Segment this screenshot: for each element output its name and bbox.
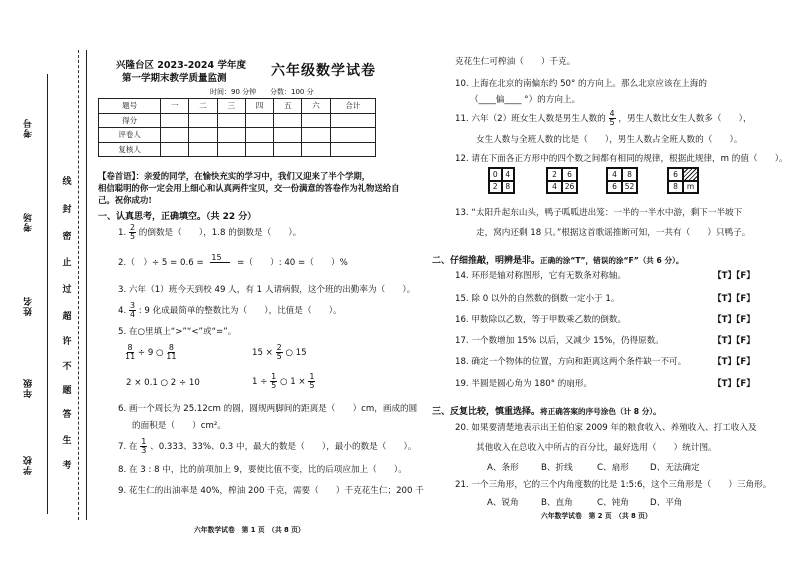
q11-text-a: 11. 六年（2）班女生人数是男生人数的 bbox=[455, 114, 606, 124]
q5-frac-b bbox=[166, 344, 176, 361]
q11-text-b: ，男生人数比女生人数多（ ）， bbox=[618, 114, 752, 124]
question-20-line-2: 其他收入在总收入中所占的百分比，最好选用（ ）统计图。 bbox=[476, 443, 717, 453]
seal-char: 密 bbox=[62, 232, 72, 242]
seal-char: 不 bbox=[62, 362, 72, 372]
score-cell[interactable] bbox=[189, 128, 217, 143]
score-header-cell: 二 bbox=[189, 99, 217, 114]
question-13-line-2: 走，窝内还剩 18 只。”根据这首歌谣推断可知，一共有（ ）只鸭子。 bbox=[476, 228, 751, 238]
q5-frac-c bbox=[276, 344, 283, 361]
fraction-numerator: 1 bbox=[271, 372, 277, 381]
score-cell[interactable] bbox=[189, 113, 217, 128]
question-17: 17. 一个数增加 15% 以后，又减少 15%，仍得原数。 bbox=[455, 336, 664, 346]
q4-text: : 9 化成最简单的整数比为（ ），比值是（ ）。 bbox=[138, 306, 342, 316]
score-header-cell: 四 bbox=[245, 99, 273, 114]
note-line-1: 【卷首语】：亲爱的同学，在愉快充实的学习中，我们又迎来了半个学期， bbox=[98, 171, 371, 181]
question-10-line-2: （____偏____ °）的方向上。 bbox=[470, 95, 581, 105]
seal-char: 许 bbox=[62, 337, 72, 347]
grid-cell: 2 bbox=[489, 181, 502, 194]
q21-option-b[interactable]: B、直角 bbox=[541, 498, 573, 508]
seal-char: 封 bbox=[62, 205, 72, 215]
question-11-line-1 bbox=[455, 110, 752, 127]
grid-cell: 6 bbox=[668, 168, 683, 181]
question-19: 19. 半圆是圆心角为 180° 的扇形。 bbox=[455, 379, 593, 389]
exam-name: 第一学期末教学质量监测 bbox=[122, 73, 227, 84]
q5-item-2 bbox=[252, 344, 307, 361]
page-title: 六年级数学试卷 bbox=[271, 63, 376, 79]
fraction-numerator: 8 bbox=[168, 343, 174, 352]
exam-time: 时间：90 分钟 bbox=[210, 88, 257, 96]
q2-fraction bbox=[210, 254, 230, 271]
grid-cell: 4 bbox=[607, 168, 622, 181]
score-header-cell: 一 bbox=[161, 99, 189, 114]
q5-frac-a bbox=[125, 344, 135, 361]
question-8: 8. 在 3 : 8 中，比的前项加上 9，要使比值不变，比的后项应加上（ ）。 bbox=[118, 465, 407, 475]
seal-char: 生 bbox=[62, 436, 72, 446]
score-cell[interactable] bbox=[274, 128, 302, 143]
q5-item-4-text-a: 1 ÷ bbox=[252, 377, 268, 387]
school-year: 兴隆台区 2023-2024 学年度 bbox=[116, 60, 246, 71]
section-1-heading: 一、认真思考，正确填空。（共 22 分） bbox=[98, 212, 257, 222]
score-cell[interactable] bbox=[274, 142, 302, 157]
q5-item-2-text-a: 15 × bbox=[252, 348, 273, 358]
question-20-line-1: 20. 如果要清楚地表示出王伯伯家 2009 年的粮食收入、养殖收入、打工收入及 bbox=[455, 423, 757, 433]
question-3: 3. 六年（1）班今天到校 49 人，有 1 人请病假，这个班的出勤率为（ ）。 bbox=[118, 285, 416, 295]
fraction-numerator: 3 bbox=[129, 301, 136, 310]
score-cell[interactable] bbox=[245, 128, 273, 143]
section-3-note: 将正确答案的序号涂色（计 8 分）。 bbox=[540, 407, 661, 416]
question-5: 5. 在○里填上“>”“<”或“=”。 bbox=[118, 327, 237, 337]
question-9-continued: 克花生仁可榨油（ ）千克。 bbox=[455, 57, 576, 67]
seal-char: 止 bbox=[62, 258, 72, 268]
label-xuexiao: 学校 bbox=[24, 455, 34, 475]
fraction-denominator: 5 bbox=[609, 118, 615, 127]
section-2-heading bbox=[432, 248, 683, 267]
fraction-denominator: 4 bbox=[129, 310, 136, 319]
score-cell[interactable] bbox=[302, 142, 330, 157]
grid-cell: 0 bbox=[489, 168, 502, 181]
score-cell[interactable] bbox=[245, 113, 273, 128]
score-cell[interactable] bbox=[161, 128, 189, 143]
fraction-denominator: 11 bbox=[166, 352, 177, 361]
fraction-numerator: 1 bbox=[309, 372, 315, 381]
q15-tf-choice[interactable]: 【T】【F】 bbox=[713, 294, 755, 304]
fraction-numerator: 4 bbox=[609, 109, 615, 118]
q5-frac-e bbox=[308, 373, 315, 390]
question-13-line-1: 13. “太阳升起东山头，鸭子呱呱进出笼：一半的一半水中游，剩下一半坡下 bbox=[455, 208, 743, 218]
score-row bbox=[99, 142, 376, 157]
q19-tf-choice[interactable]: 【T】【F】 bbox=[713, 379, 755, 389]
score-cell[interactable] bbox=[302, 113, 330, 128]
grid-cell: 4 bbox=[502, 168, 515, 181]
score-cell[interactable] bbox=[161, 142, 189, 157]
question-2 bbox=[118, 254, 348, 271]
score-row-label: 评卷人 bbox=[99, 128, 161, 143]
grid-cell: m bbox=[683, 181, 698, 194]
q20-option-b[interactable]: B、折线 bbox=[541, 463, 573, 473]
grid-cell-hatched bbox=[683, 168, 698, 181]
seal-char: 考 bbox=[62, 461, 72, 471]
score-row-label: 得分 bbox=[99, 113, 161, 128]
footer-page-1: 六年数学试卷 第 1 页 （共 8 页） bbox=[194, 526, 305, 534]
q2-text-a: 2.（ ）÷ 5 = 0.6 = bbox=[118, 258, 204, 268]
q5-item-4-text-mid: ○ 1 × bbox=[279, 377, 306, 387]
q2-text-b: =（ ）: 40 =（ ）% bbox=[237, 258, 348, 268]
grid-cell: 4 bbox=[547, 181, 562, 194]
q5-item-4 bbox=[252, 373, 315, 390]
score-cell[interactable] bbox=[189, 142, 217, 157]
binding-line-inner bbox=[86, 50, 87, 520]
question-9: 9. 花生仁的出油率是 40%，榨油 200 千克，需要（ ）千克花生仁；200 千 bbox=[118, 486, 424, 496]
label-kaohao: 考号 bbox=[24, 118, 34, 138]
number-grid-1 bbox=[488, 167, 515, 194]
score-header-cell: 六 bbox=[302, 99, 330, 114]
score-cell[interactable] bbox=[217, 142, 245, 157]
score-cell[interactable] bbox=[330, 128, 375, 143]
q7-text-b: 、0.333、33%、0.3 中，最大的数是（ ），最小的数是（ ）。 bbox=[150, 442, 417, 452]
score-cell[interactable] bbox=[302, 128, 330, 143]
q7-text-a: 7. 在 bbox=[118, 442, 138, 452]
score-cell[interactable] bbox=[274, 113, 302, 128]
question-6-line-2: 的面积是（ ）cm²。 bbox=[132, 421, 226, 431]
label-xingming: 姓名 bbox=[24, 296, 34, 316]
q17-tf-choice[interactable]: 【T】【F】 bbox=[713, 336, 755, 346]
label-nianji: 年级 bbox=[24, 378, 34, 398]
question-15: 15. 除 0 以外的自然数的倒数一定小于 1。 bbox=[455, 294, 620, 304]
fraction-denominator: 5 bbox=[271, 381, 277, 390]
q18-tf-choice[interactable]: 【T】【F】 bbox=[713, 357, 755, 367]
q20-option-d[interactable]: D、无法确定 bbox=[650, 463, 700, 473]
q5-item-3: 2 × 0.1 ○ 2 ÷ 10 bbox=[126, 378, 200, 388]
note-line-2: 相信聪明的你一定会用上细心和认真两件宝贝，交一份满意的答卷作为礼物送给自 bbox=[98, 183, 400, 193]
question-12: 12. 请在下面各正方形中的四个数之间都有相同的规律，根据此规律，m 的值（ ）。 bbox=[455, 154, 788, 164]
seal-char: 答 bbox=[62, 410, 72, 420]
binding-line-dashed bbox=[78, 50, 79, 520]
score-cell[interactable] bbox=[161, 113, 189, 128]
q4-number: 4. bbox=[118, 306, 127, 316]
score-cell[interactable] bbox=[217, 128, 245, 143]
fraction-denominator: 3 bbox=[141, 446, 147, 455]
question-1 bbox=[118, 224, 301, 241]
q1-fraction bbox=[129, 224, 136, 241]
question-16: 16. 甲数除以乙数，等于甲数乘乙数的倒数。 bbox=[455, 315, 627, 325]
grid-cell: 8 bbox=[502, 181, 515, 194]
q20-option-c[interactable]: C、扇形 bbox=[597, 463, 629, 473]
question-18: 18. 确定一个物体的位置，方向和距离这两个条件缺一不可。 bbox=[455, 357, 687, 367]
grid-cell: 8 bbox=[668, 181, 683, 194]
q21-option-c[interactable]: C、钝角 bbox=[597, 498, 629, 508]
grid-cell: 2 bbox=[547, 168, 562, 181]
fraction-numerator: 2 bbox=[276, 343, 282, 352]
fraction-denominator: 5 bbox=[129, 232, 136, 241]
score-cell[interactable] bbox=[330, 113, 375, 128]
score-table-header bbox=[99, 99, 376, 114]
score-row-label: 复核人 bbox=[99, 142, 161, 157]
section-2-title: 二、仔细推敲，明辨是非。 bbox=[432, 256, 541, 266]
q5-item-1-text: ÷ 9 ○ bbox=[137, 348, 164, 358]
question-11-line-2: 女生人数与全班人数的比是（ ），男生人数占全班人数的（ ）。 bbox=[476, 135, 743, 145]
binding-line-outer bbox=[47, 74, 48, 514]
score-header-cell: 五 bbox=[274, 99, 302, 114]
seal-char: 超 bbox=[62, 312, 72, 322]
score-table bbox=[98, 98, 376, 157]
q14-tf-choice[interactable]: 【T】【F】 bbox=[713, 271, 755, 281]
q5-frac-d bbox=[270, 373, 277, 390]
section-3-heading bbox=[432, 399, 661, 418]
score-row bbox=[99, 113, 376, 128]
footer-page-2: 六年数学试卷 第 2 页 （共 8 页） bbox=[541, 512, 652, 520]
seal-char: 过 bbox=[62, 285, 72, 295]
question-7 bbox=[118, 438, 416, 455]
question-6-line-1: 6. 画一个周长为 25.12cm 的圆，圆规两脚间的距离是（ ）cm，画成的圆 bbox=[118, 404, 418, 414]
q16-tf-choice[interactable]: 【T】【F】 bbox=[713, 315, 755, 325]
label-kaochang: 考场 bbox=[24, 212, 34, 232]
q21-option-d[interactable]: D、平角 bbox=[650, 498, 683, 508]
question-10-line-1: 10. 上海在北京的南偏东约 50° 的方向上。那么北京应该在上海的 bbox=[455, 79, 707, 89]
note-line-3: 己。祝你成功! bbox=[98, 195, 152, 205]
fraction-numerator: 2 bbox=[129, 223, 136, 232]
grid-cell: 52 bbox=[622, 181, 637, 194]
q1-number: 1. bbox=[118, 228, 127, 238]
score-cell[interactable] bbox=[217, 113, 245, 128]
score-cell[interactable] bbox=[245, 142, 273, 157]
fraction-numerator: 1 bbox=[141, 437, 147, 446]
fraction-denominator: 11 bbox=[125, 352, 136, 361]
number-grid-4 bbox=[667, 167, 699, 194]
q20-option-a[interactable]: A、条形 bbox=[487, 463, 519, 473]
grid-cell: 8 bbox=[622, 168, 637, 181]
section-3-title: 三、反复比较，慎重选择。 bbox=[432, 407, 541, 417]
score-cell[interactable] bbox=[330, 142, 375, 157]
number-grid-3 bbox=[606, 167, 638, 194]
q11-fraction bbox=[609, 110, 616, 127]
score-row bbox=[99, 128, 376, 143]
score-header-cell: 题号 bbox=[99, 99, 161, 114]
section-2-note: 正确的涂“T”，错误的涂“F”（共 6 分）。 bbox=[540, 256, 684, 265]
seal-char: 题 bbox=[62, 386, 72, 396]
score-header-cell: 三 bbox=[217, 99, 245, 114]
grid-cell: 6 bbox=[607, 181, 622, 194]
fraction-numerator: 8 bbox=[127, 343, 133, 352]
score-header-cell: 合计 bbox=[330, 99, 375, 114]
q1-text: 的倒数是（ ），1.8 的倒数是（ ）。 bbox=[138, 228, 302, 238]
exam-score: 分数：100 分 bbox=[270, 88, 314, 96]
grid-cell: 26 bbox=[562, 181, 577, 194]
question-4 bbox=[118, 302, 342, 319]
question-21: 21. 一个三角形，它的三个内角度数的比是 1:5:6，这个三角形是（ ）三角形。 bbox=[455, 480, 772, 490]
q21-option-a[interactable]: A、锐角 bbox=[487, 498, 519, 508]
number-grid-2 bbox=[546, 167, 578, 194]
q4-fraction bbox=[129, 302, 136, 319]
question-14: 14. 环形是轴对称图形，它有无数条对称轴。 bbox=[455, 271, 627, 281]
fraction-denominator: 5 bbox=[276, 352, 282, 361]
q5-item-2-text-b: ○ 15 bbox=[285, 348, 307, 358]
q7-fraction bbox=[140, 438, 147, 455]
fraction-numerator: 15 bbox=[210, 254, 230, 263]
q5-item-1 bbox=[125, 344, 176, 361]
seal-char: 线 bbox=[62, 177, 72, 187]
grid-cell: 6 bbox=[562, 168, 577, 181]
fraction-denominator: 5 bbox=[309, 381, 315, 390]
